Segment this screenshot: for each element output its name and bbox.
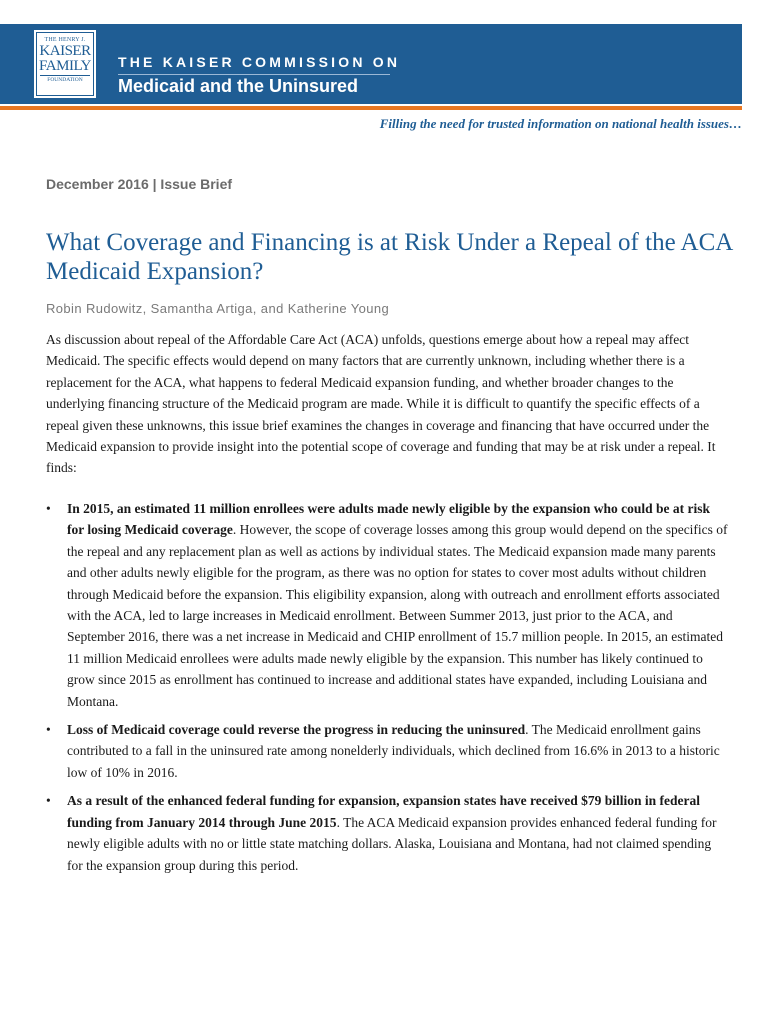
authors: Robin Rudowitz, Samantha Artiga, and Katherine Young — [46, 301, 390, 316]
tagline: Filling the need for trusted information on national health issues… — [379, 116, 742, 131]
page-title: What Coverage and Financing is at Risk Under a Repeal of the ACA Medicaid Expansion? — [46, 229, 732, 285]
logo-line-3: FAMILY — [39, 58, 91, 74]
accent-rule — [0, 106, 742, 110]
program-name: Medicaid and the Uninsured — [118, 76, 359, 96]
bullet-icon: • — [46, 501, 51, 516]
finding-text: . However, the scope of coverage losses among this group would depend on the specifics of the repeal and any replacement plan as well as actions by individual states. The Medicaid expansion made many parents and other adults newly eligible for the program, as there was no option for states to cover most adults without children through Medicaid before the expansion. This eligibility expansion, along with outreach and enrollment efforts associated with the ACA, led to large increases in Medicaid enrollment. Between Summer 2013, just prior to the ACA, and September 2016, there was a net increase in Medicaid and CHIP enrollment of 15.7 million people. In 2015, an estimated 11 million Medicaid enrollees were adults made newly eligible by the expansion. This number has likely continued to grow since 2015 as enrollment has continued to increase and additional states have expanded, including Louisiana and Montana. — [67, 522, 728, 709]
logo-line-2: KAISER — [39, 43, 91, 59]
list-item — [46, 498, 728, 712]
logo-frame — [36, 32, 94, 96]
finding-bold: As a result of the enhanced federal funding for expansion, expansion states have received $79 billion in federal funding from January 2014 through June 2015 — [67, 793, 701, 830]
finding-text: . The ACA Medicaid expansion provides enhanced federal funding for newly eligible adults with no or little state matching dollars. Alaska, Louisiana and Montana, had not claimed spending for the expansion group during this period. — [67, 814, 717, 873]
kff-logo[interactable] — [34, 30, 96, 98]
finding-bold: In 2015, an estimated 11 million enrollees were adults made newly eligible by the expansion who could be at risk for losing Medicaid coverage — [67, 501, 711, 538]
bullet-icon: • — [46, 722, 51, 738]
bullet-icon: • — [46, 793, 51, 809]
list-item — [46, 790, 728, 876]
key-findings-list — [46, 498, 728, 883]
header-divider — [118, 74, 390, 75]
logo-line-4: FOUNDATION — [40, 75, 90, 84]
commission-name: THE KAISER COMMISSION ON — [118, 54, 401, 70]
finding-bold: Loss of Medicaid coverage could reverse the progress in reducing the uninsured — [67, 722, 526, 738]
finding-text: . The Medicaid enrollment gains contributed to a fall in the uninsured rate among nonelderly individuals, which declined from 16.6% in 2013 to a historic low of 10% in 2016. — [67, 722, 720, 780]
header-banner — [0, 24, 742, 104]
list-item — [46, 719, 728, 783]
issue-date: December 2016 | Issue Brief — [46, 176, 233, 192]
intro-paragraph: As discussion about repeal of the Affordable Care Act (ACA) unfolds, questions emerge about how a repeal may affect Medicaid. The specific effects would depend on many factors that are currently unknown, including whether there is a replacement for the ACA, what happens to federal Medicaid expansion funding, and whether broader changes to the underlying financing structure of the Medicaid program are made. While it is difficult to quantify the specific effects of a repeal given these unknowns, this issue brief examines the changes in coverage and financing that have occurred under the Medicaid expansion to provide insight into the potential scope of coverage and funding that may be at risk under a repeal. It finds: — [46, 332, 716, 476]
logo-line-1: THE HENRY J. — [44, 37, 86, 43]
